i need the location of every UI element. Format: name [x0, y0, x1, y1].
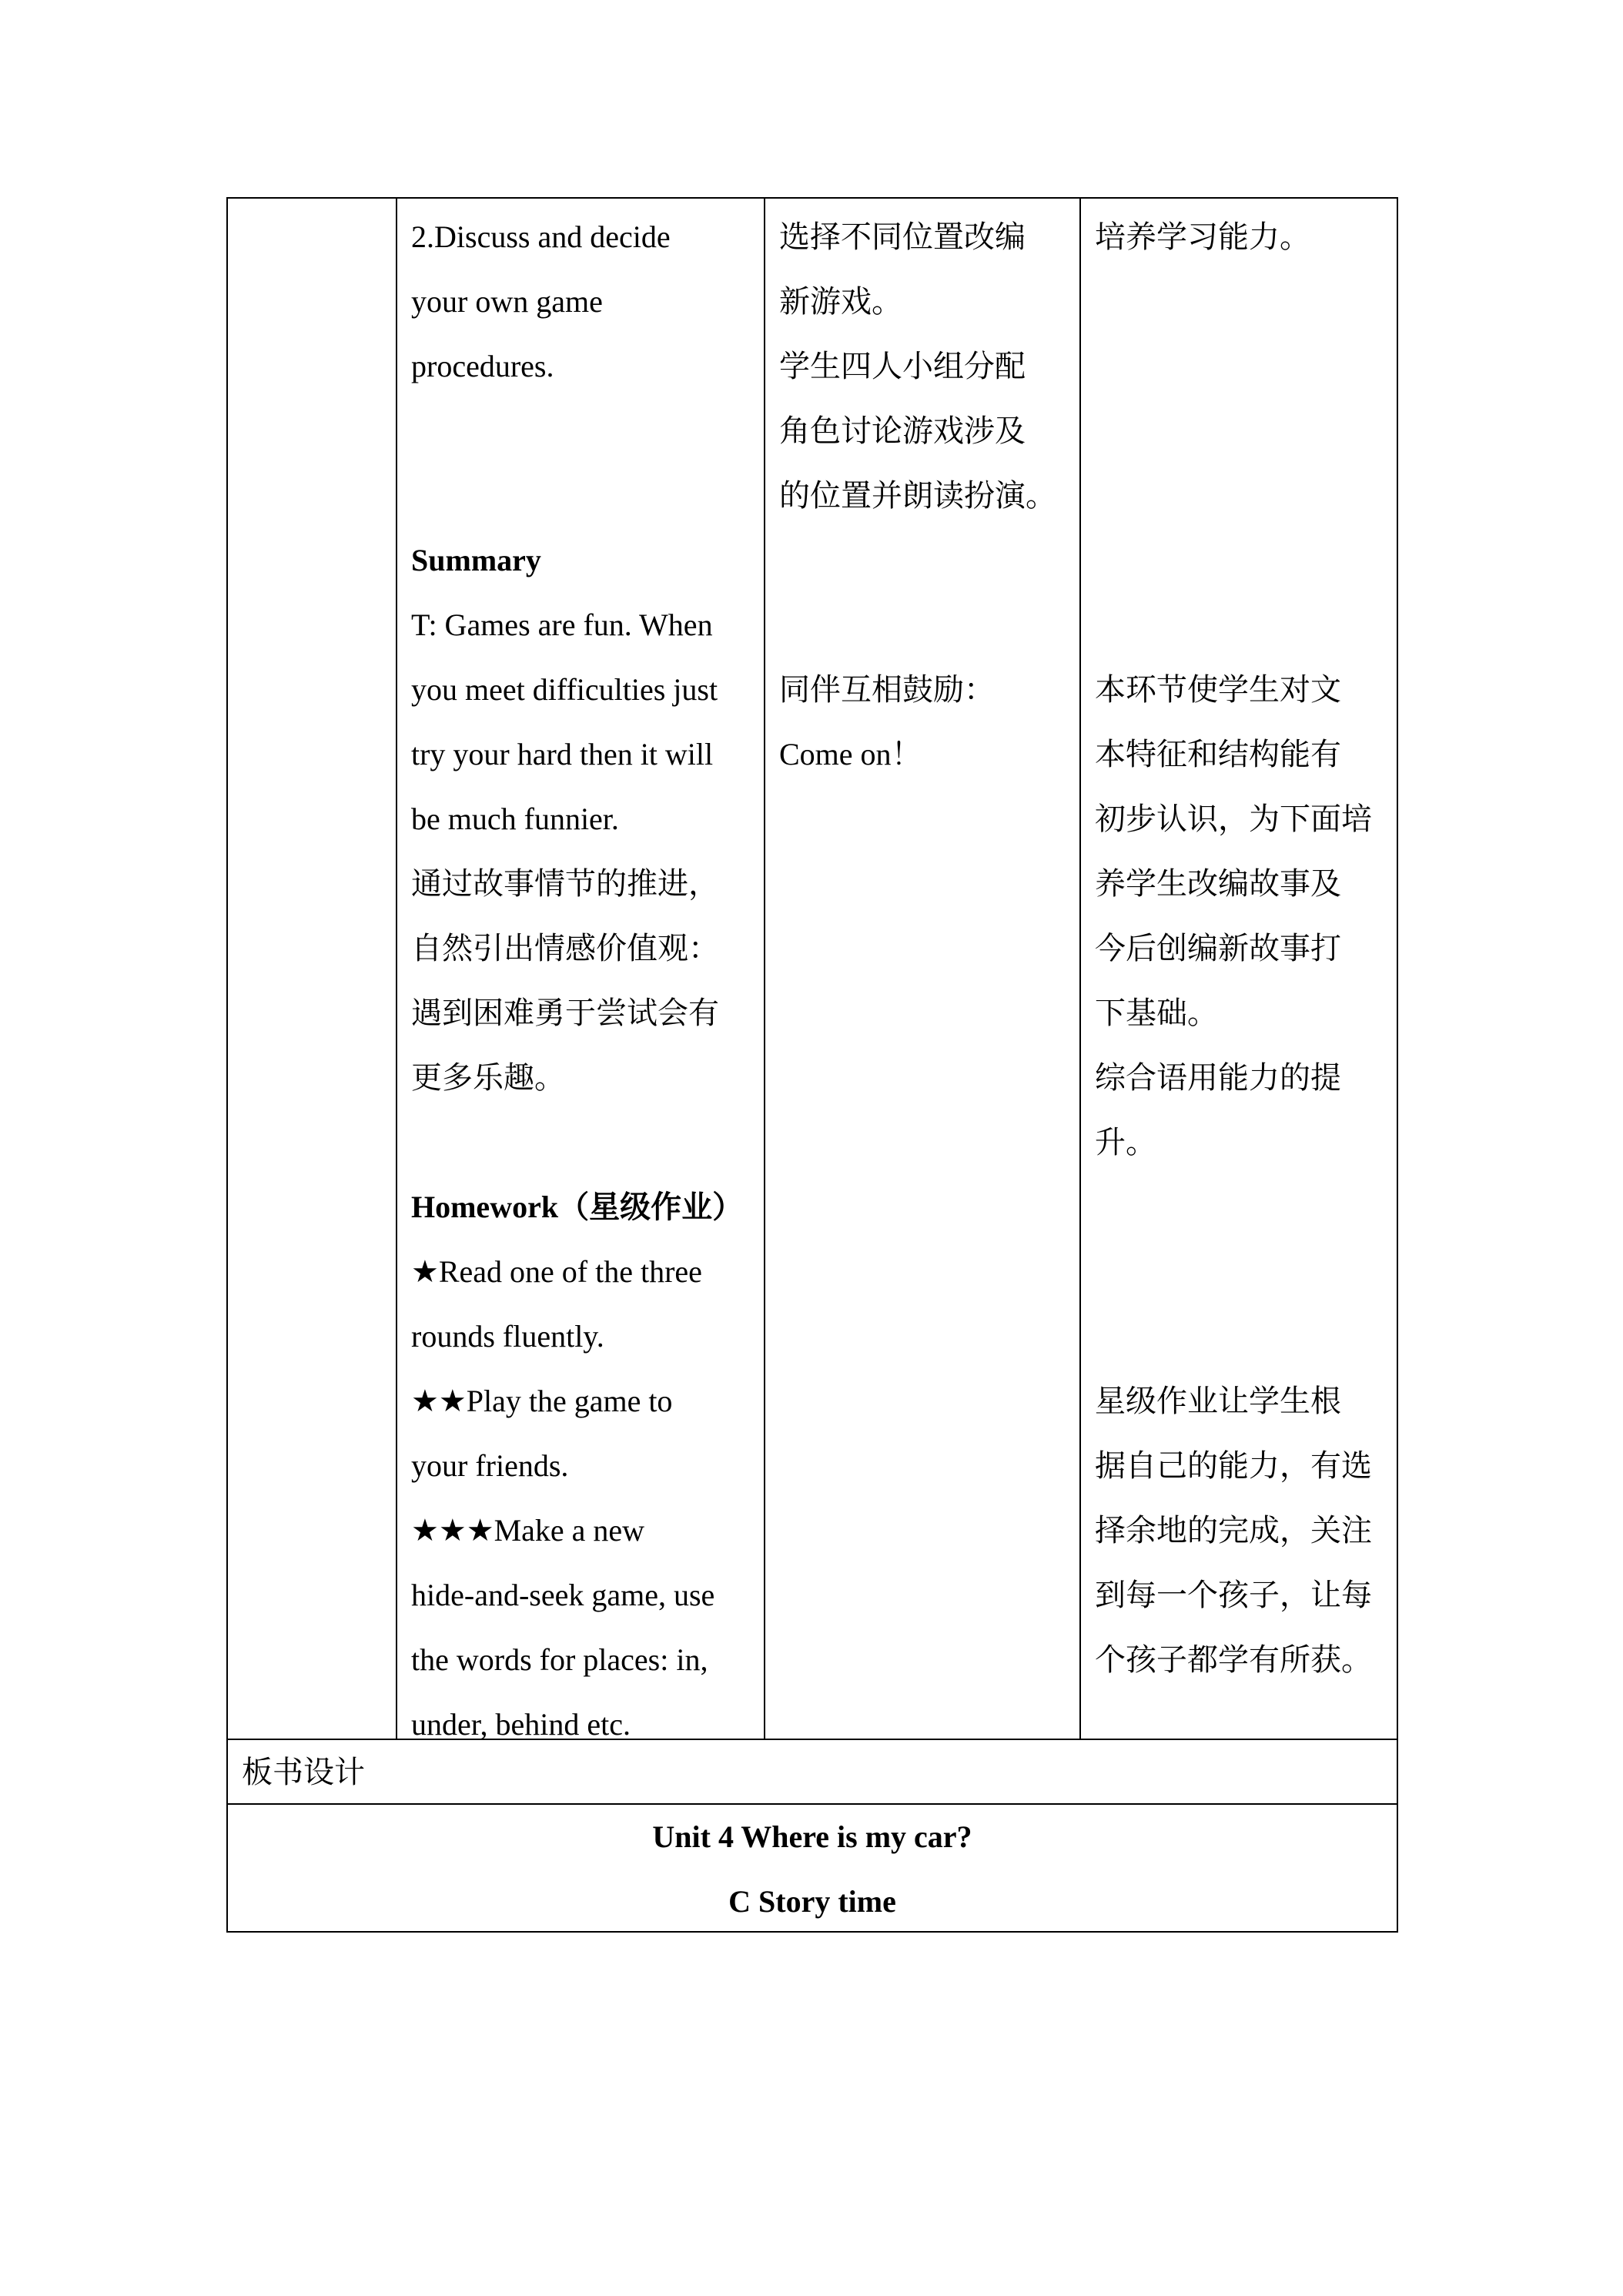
purpose-line: 综合语用能力的提 [1095, 1060, 1341, 1095]
purpose-line: 本特征和结构能有 [1095, 737, 1341, 771]
column-divider-3 [1079, 197, 1081, 1740]
homework-heading: Homework（星级作业） [411, 1190, 744, 1224]
table-border-right [1397, 197, 1398, 1933]
purpose-line: 星级作业让学生根 [1095, 1384, 1341, 1418]
purpose-line: 今后创编新故事打 [1095, 931, 1341, 966]
homework-line: ★★Play the game to [411, 1384, 673, 1418]
student-line: Come on！ [779, 737, 922, 771]
student-line: 新游戏。 [779, 284, 902, 319]
homework-line: hide-and-seek game, use [411, 1578, 715, 1612]
board-design-label [242, 1740, 1381, 1805]
homework-line: ★Read one of the three [411, 1254, 702, 1289]
homework-line: ★★★Make a new [411, 1513, 645, 1548]
student-line: 选择不同位置改编 [779, 219, 1026, 254]
procedure-cell [411, 205, 758, 1757]
purpose-line: 到每一个孩子，让每 [1095, 1578, 1372, 1612]
student-line: 同伴互相鼓励： [779, 672, 995, 707]
purpose-line: 个孩子都学有所获。 [1095, 1642, 1372, 1677]
student-activity-cell [779, 205, 1078, 787]
column-divider-2 [764, 197, 765, 1740]
board-design-content [226, 1805, 1398, 1934]
purpose-line: 本环节使学生对文 [1095, 672, 1341, 707]
summary-line: be much funnier. [411, 802, 619, 836]
step2-line: your own game [411, 284, 603, 319]
board-design-line1: Unit 4 Where is my car? [652, 1819, 972, 1854]
student-line: 学生四人小组分配 [779, 349, 1026, 383]
summary-cn-line: 更多乐趣。 [411, 1060, 565, 1095]
lesson-plan-table [226, 197, 1398, 1933]
table-border-top [226, 197, 1398, 199]
purpose-line: 初步认识，为下面培 [1095, 802, 1372, 836]
step2-line: 2.Discuss and decide [411, 219, 671, 254]
step2-line: procedures. [411, 349, 554, 383]
purpose-line: 培养学习能力。 [1095, 219, 1310, 254]
purpose-cell [1095, 205, 1395, 1692]
purpose-line: 下基础。 [1095, 996, 1218, 1030]
summary-heading: Summary [411, 543, 541, 577]
board-design-line2: C Story time [728, 1884, 896, 1919]
summary-line: you meet difficulties just [411, 672, 718, 707]
homework-line: under, behind etc. [411, 1707, 631, 1742]
homework-line: rounds fluently. [411, 1319, 604, 1354]
summary-line: T: Games are fun. When [411, 607, 713, 642]
summary-cn-line: 遇到困难勇于尝试会有 [411, 996, 719, 1030]
homework-line: the words for places: in, [411, 1642, 708, 1677]
student-line: 的位置并朗读扮演。 [779, 478, 1056, 513]
table-border-left [226, 197, 228, 1933]
purpose-line: 升。 [1095, 1125, 1156, 1160]
column-divider-1 [396, 197, 397, 1740]
summary-line: try your hard then it will [411, 737, 714, 771]
student-line: 角色讨论游戏涉及 [779, 413, 1026, 448]
board-design-label-text: 板书设计 [242, 1755, 365, 1789]
summary-cn-line: 通过故事情节的推进， [411, 866, 719, 901]
summary-cn-line: 自然引出情感价值观： [411, 931, 719, 966]
purpose-line: 据自己的能力，有选 [1095, 1448, 1372, 1483]
homework-line: your friends. [411, 1448, 569, 1483]
purpose-line: 择余地的完成，关注 [1095, 1513, 1372, 1548]
purpose-line: 养学生改编故事及 [1095, 866, 1341, 901]
